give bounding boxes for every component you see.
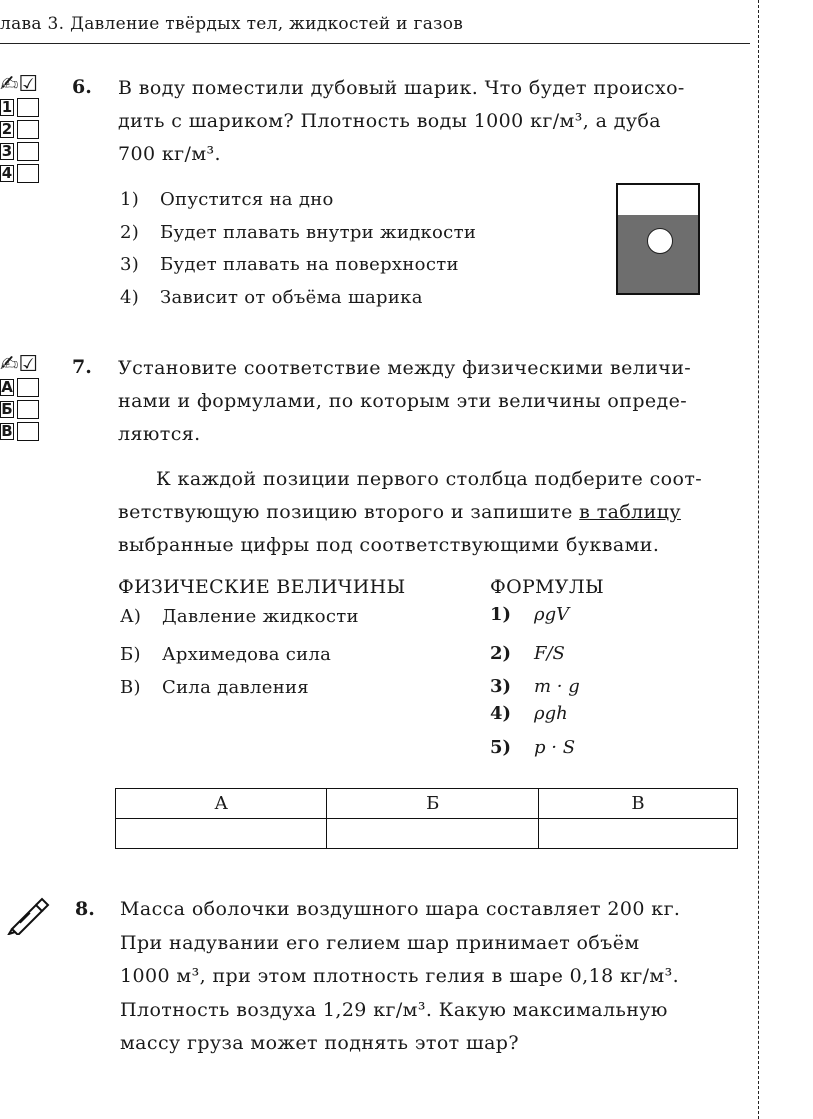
answer-box[interactable]: [17, 120, 39, 139]
answer-box[interactable]: [17, 422, 39, 441]
answer-box-row[interactable]: А: [0, 376, 39, 398]
answer-box-row[interactable]: Б: [0, 398, 39, 420]
formula-item: 4) ρgh: [490, 703, 568, 724]
col1-title: ФИЗИЧЕСКИЕ ВЕЛИЧИНЫ: [118, 576, 406, 598]
task6-question: В воду поместили дубовый шарик. Что будет происхо- дить с шариком? Плотность воды 1000 кг/м³, а дуба 700 кг/м³.: [118, 77, 685, 165]
answer-box-row[interactable]: 3: [0, 140, 39, 162]
task7-question: Установите соответствие между физическими величи- нами и формулами, по которым эти величины опреде- ляются.: [118, 357, 692, 445]
option-item: 2) Будет плавать внутри жидкости: [120, 221, 477, 243]
col2-title: ФОРМУЛЫ: [490, 576, 604, 598]
pen-icon: [6, 895, 50, 939]
beaker-illustration: [616, 183, 700, 295]
check-icon: ✍☑: [0, 72, 39, 97]
page-header: лава 3. Давление твёрдых тел, жидкостей и газов: [0, 14, 464, 34]
answer-cell[interactable]: [327, 819, 538, 849]
table-header: Б: [327, 789, 538, 819]
answer-cell[interactable]: [538, 819, 737, 849]
answer-table: [115, 788, 738, 849]
task-number: 6.: [72, 76, 92, 98]
table-link: в таблицу: [579, 501, 681, 523]
answer-box[interactable]: [17, 142, 39, 161]
formula-item: 5) p · S: [490, 737, 576, 758]
answer-box-row[interactable]: В: [0, 420, 39, 442]
answer-box-row[interactable]: 1: [0, 96, 39, 118]
option-item: 3) Будет плавать на поверхности: [120, 254, 459, 275]
task-number: 8.: [75, 898, 95, 920]
formula-item: 3) m · g: [490, 676, 580, 697]
formula-item: 2) F/S: [490, 643, 565, 664]
answer-box[interactable]: [17, 164, 39, 183]
task7-instructions: К каждой позиции первого столбца подберите соот- ветствующую позицию второго и запишите в таблицу выбранные цифры под соответствующими буквами.: [118, 468, 703, 556]
formula-item: 1) ρgV: [490, 604, 570, 625]
water: [618, 215, 698, 293]
oak-ball: [647, 228, 673, 254]
task-number: 7.: [72, 356, 92, 378]
quantity-item: Б) Архимедова сила: [120, 644, 332, 665]
answer-box[interactable]: [17, 98, 39, 117]
quantity-item: В) Сила давления: [120, 677, 309, 698]
answer-box[interactable]: [17, 400, 39, 419]
quantity-item: А) Давление жидкости: [120, 606, 359, 627]
option-item: 4) Зависит от объёма шарика: [120, 286, 423, 308]
answer-cell[interactable]: [116, 819, 327, 849]
answer-box-row[interactable]: 4: [0, 162, 39, 184]
table-header: А: [116, 789, 327, 819]
header-divider: [0, 43, 750, 44]
task7-answer-boxes: [0, 354, 39, 442]
option-item: 1) Опустится на дно: [120, 189, 334, 210]
task8-question: Масса оболочки воздушного шара составляет 200 кг. При надувании его гелием шар принимает объём 1000 м³, при этом плотность гелия в шаре 0,18 кг/м³. Плотность воздуха 1,29 кг/м³. Какую максимальную массу груза может поднять этот шар?: [120, 898, 681, 1054]
task6-answer-boxes: [0, 74, 39, 184]
table-header: В: [538, 789, 737, 819]
check-icon: ✍☑: [0, 352, 39, 377]
task6-options: [120, 184, 476, 314]
answer-box-row[interactable]: 2: [0, 118, 39, 140]
answer-box[interactable]: [17, 378, 39, 397]
cut-line: [758, 0, 759, 1119]
